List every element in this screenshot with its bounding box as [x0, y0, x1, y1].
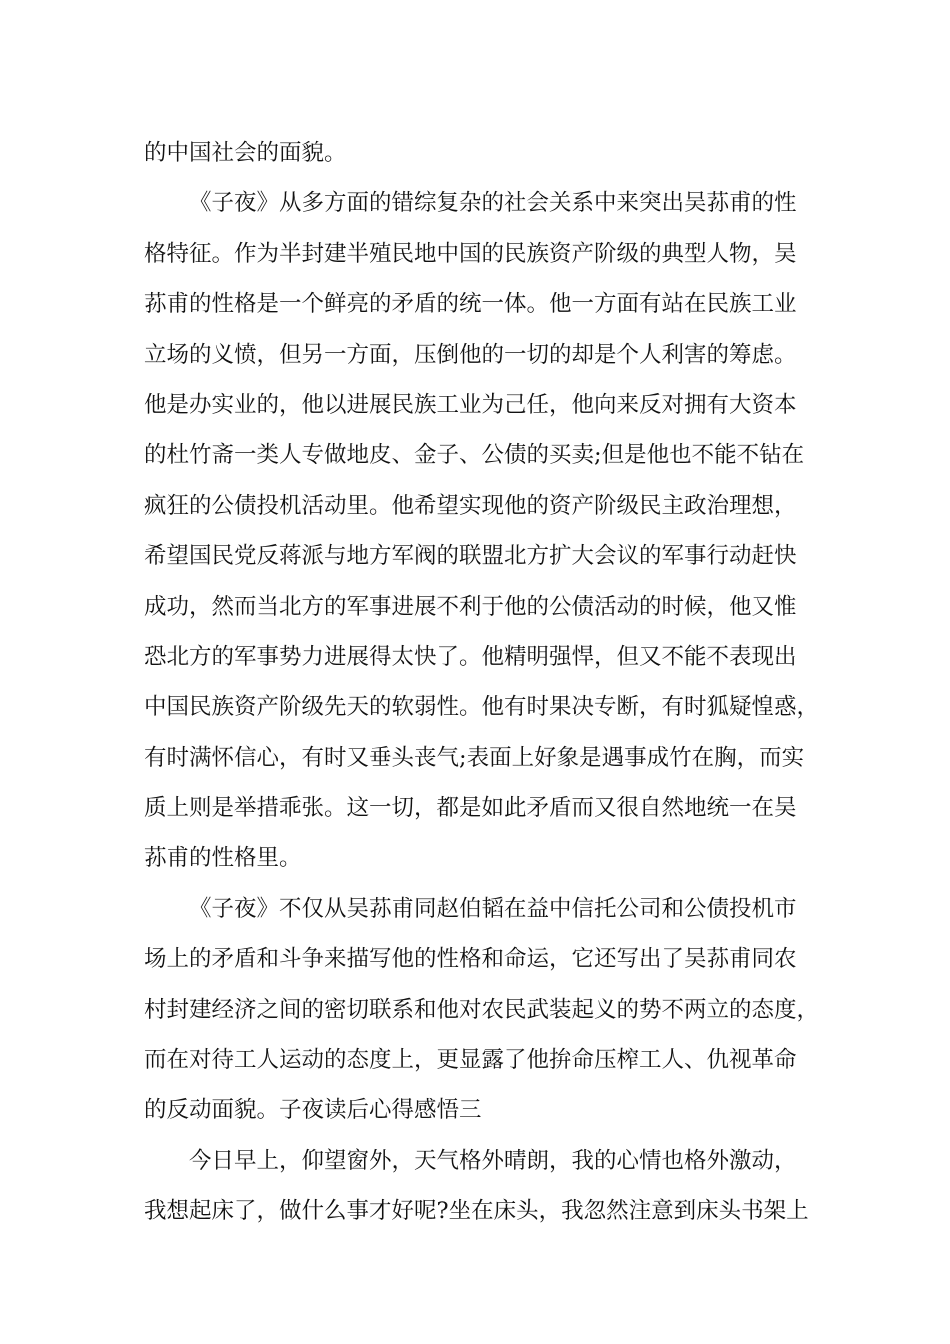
paragraph-first-line: 《子夜》不仅从吴荪甫同赵伯韬在益中信托公司和公债投机市 [189, 895, 797, 922]
text-line: 有时满怀信心，有时又垂头丧气;表面上好象是遇事成竹在胸，而实 [144, 744, 805, 771]
text-line: 场上的矛盾和斗争来描写他的性格和命运，它还写出了吴荪甫同农 [144, 946, 797, 973]
text-line: 质上则是举措乖张。这一切，都是如此矛盾而又很自然地统一在吴 [144, 795, 797, 822]
paragraph-first-line: 今日早上，仰望窗外，天气格外晴朗，我的心情也格外激动， [189, 1147, 797, 1174]
text-line: 中国民族资产阶级先天的软弱性。他有时果决专断，有时狐疑惶惑， [144, 694, 820, 721]
text-line: 的中国社会的面貌。 [144, 140, 347, 166]
text-line: 荪甫的性格里。 [144, 845, 302, 872]
text-line: 格特征。作为半封建半殖民地中国的民族资产阶级的典型人物，吴 [144, 240, 797, 267]
text-line: 荪甫的性格是一个鲜亮的矛盾的统一体。他一方面有站在民族工业 [144, 291, 797, 318]
text-line: 希望国民党反蒋派与地方军阀的联盟北方扩大会议的军事行动赶快 [144, 543, 797, 570]
paragraph-first-line: 《子夜》从多方面的错综复杂的社会关系中来突出吴荪甫的性 [189, 190, 797, 217]
text-line: 而在对待工人运动的态度上，更显露了他拚命压榨工人、仇视革命 [144, 1047, 797, 1074]
text-line: 成功，然而当北方的军事进展不利于他的公债活动的时候，他又惟 [144, 593, 797, 620]
text-line: 村封建经济之间的密切联系和他对农民武装起义的势不两立的态度， [144, 996, 820, 1023]
text-line: 的杜竹斋一类人专做地皮、金子、公债的买卖;但是他也不能不钻在 [144, 442, 805, 469]
text-line: 的反动面貌。子夜读后心得感悟三 [144, 1097, 482, 1124]
text-line: 恐北方的军事势力进展得太快了。他精明强悍，但又不能不表现出 [144, 643, 797, 670]
body-text [144, 128, 824, 1237]
text-line: 立场的义愤，但另一方面，压倒他的一切的却是个人利害的筹虑。 [144, 341, 797, 368]
text-line: 他是办实业的，他以进展民族工业为己任，他向来反对拥有大资本 [144, 391, 797, 418]
text-line: 疯狂的公债投机活动里。他希望实现他的资产阶级民主政治理想， [144, 492, 797, 519]
text-line: 我想起床了，做什么事才好呢?坐在床头，我忽然注意到床头书架上 [144, 1198, 809, 1225]
